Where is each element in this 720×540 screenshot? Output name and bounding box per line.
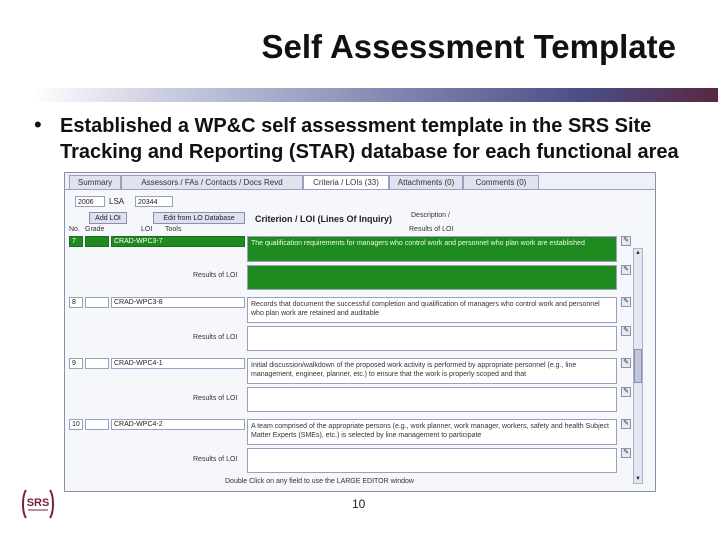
results-label: Results of LOI — [193, 334, 238, 341]
row-loi-code[interactable]: CRAD-WPC4-2 — [111, 419, 245, 430]
srs-logo — [20, 486, 56, 522]
row-results[interactable] — [247, 448, 617, 473]
row-no[interactable]: 10 — [69, 419, 83, 430]
edit-icon[interactable]: ✎ — [621, 297, 631, 307]
tab-assessors[interactable]: Assessors / FAs / Contacts / Docs Revd — [121, 175, 303, 189]
row-description[interactable]: Initial discussion/walkdown of the proposed work activity is performed by appropriate personnel (e.g., line management, engineer, planner, etc.) to ensure that the work is properly scoped and that — [247, 358, 617, 384]
tab-comments[interactable]: Comments (0) — [463, 175, 539, 189]
page-number: 10 — [352, 497, 366, 511]
tab-summary[interactable]: Summary — [69, 175, 121, 189]
title-divider-bar — [32, 88, 718, 102]
add-loi-button[interactable]: Add LOI — [89, 212, 127, 224]
row-grade[interactable] — [85, 297, 109, 308]
col-no: No. — [69, 226, 80, 233]
criterion-heading: Criterion / LOI (Lines Of Inquiry) — [255, 214, 393, 224]
scroll-down-icon[interactable]: ▼ — [635, 476, 641, 482]
id-field[interactable]: 20344 — [135, 196, 173, 207]
tab-strip — [65, 173, 655, 189]
row-no[interactable]: 7 — [69, 236, 83, 247]
vertical-scrollbar[interactable] — [633, 248, 643, 484]
col-tools: Tools — [165, 226, 182, 233]
row-no[interactable]: 9 — [69, 358, 83, 369]
bullet-icon: • — [34, 112, 42, 137]
edit-icon[interactable]: ✎ — [621, 448, 631, 458]
row-description[interactable]: Records that document the successful completion and qualification of managers who control work and personnel who plan work are retained and auditable — [247, 297, 617, 323]
edit-from-lo-database-button[interactable]: Edit from LO Database — [153, 212, 245, 224]
edit-icon[interactable]: ✎ — [621, 387, 631, 397]
results-label: Results of LOI — [193, 272, 238, 279]
row-no[interactable]: 8 — [69, 297, 83, 308]
scroll-up-icon[interactable]: ▲ — [635, 250, 641, 256]
results-label: Results of LOI — [193, 395, 238, 402]
row-loi-code[interactable]: CRAD-WPC3-8 — [111, 297, 245, 308]
edit-icon[interactable]: ✎ — [621, 358, 631, 368]
row-grade[interactable] — [85, 419, 109, 430]
edit-icon[interactable]: ✎ — [621, 265, 631, 275]
row-results[interactable] — [247, 265, 617, 290]
tab-attachments[interactable]: Attachments (0) — [389, 175, 463, 189]
row-grade[interactable] — [85, 236, 109, 247]
row-loi-code[interactable]: CRAD-WPC3-7 — [111, 236, 245, 247]
col-description: Description / — [411, 212, 450, 219]
criteria-panel — [65, 189, 655, 492]
row-loi-code[interactable]: CRAD-WPC4-1 — [111, 358, 245, 369]
scroll-thumb[interactable] — [634, 349, 642, 383]
col-loi: LOI — [141, 226, 153, 233]
row-grade[interactable] — [85, 358, 109, 369]
bullet-text: Established a WP&C self assessment template in the SRS Site Tracking and Reporting (STAR) database for each functional area — [60, 115, 679, 163]
edit-icon[interactable]: ✎ — [621, 326, 631, 336]
row-description[interactable]: A team comprised of the appropriate persons (e.g., work planner, work manager, workers, safety and health Subject Matter Experts (SMEs), etc.) is selected by line management to participate — [247, 419, 617, 445]
svg-text:SRS: SRS — [26, 497, 50, 509]
row-results[interactable] — [247, 326, 617, 351]
slide-title: Self Assessment Template — [261, 28, 676, 65]
col-grade: Grade — [85, 226, 105, 233]
edit-icon[interactable]: ✎ — [621, 419, 631, 429]
col-results: Results of LOI — [409, 226, 454, 233]
row-description[interactable]: The qualification requirements for managers who control work and personnel who plan work are established — [247, 236, 617, 262]
row-results[interactable] — [247, 387, 617, 412]
results-label: Results of LOI — [193, 456, 238, 463]
edit-icon[interactable]: ✎ — [621, 236, 631, 246]
org-field: LSA — [109, 197, 125, 206]
large-editor-hint: Double Click on any field to use the LARGE EDITOR window — [225, 478, 414, 485]
tab-criteria[interactable]: Criteria / LOIs (33) — [303, 175, 389, 189]
star-database-window — [64, 172, 656, 492]
year-field[interactable]: 2006 — [75, 196, 105, 207]
